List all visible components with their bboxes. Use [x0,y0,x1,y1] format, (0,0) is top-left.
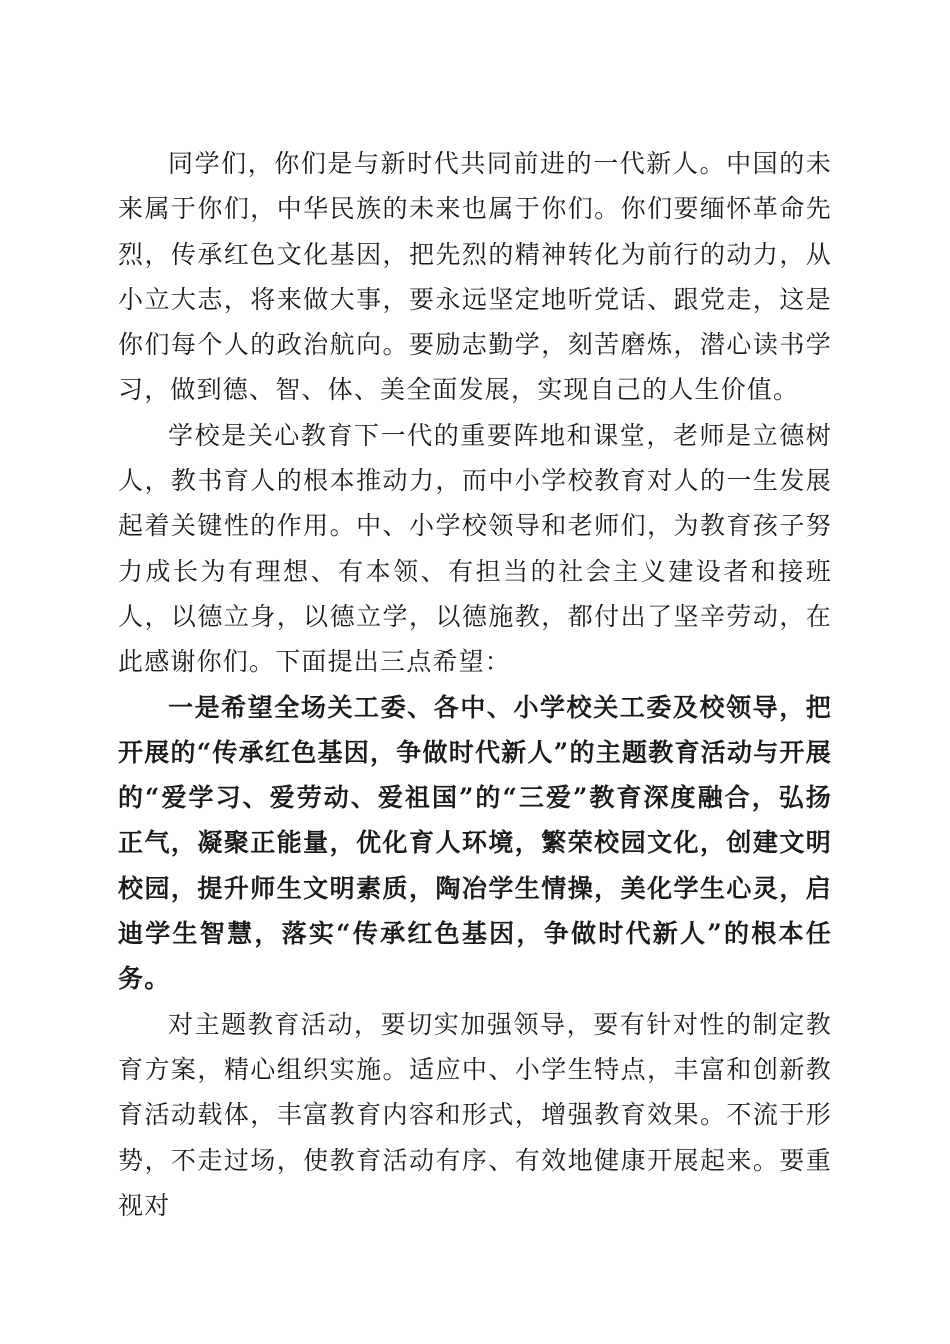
paragraph-students: 同学们，你们是与新时代共同前进的一代新人。中国的未来属于你们，中华民族的未来也属于你们。你们要缅怀革命先烈，传承红色文化基因，把先烈的精神转化为前行的动力，从小立大志，将来做大事，要永远坚定地听党话、跟党走，这是你们每个人的政治航向。要励志勤学，刻苦磨炼，潜心读书学习，做到德、智、体、美全面发展，实现自己的人生价值。 [118,149,832,405]
paragraph-schools: 学校是关心教育下一代的重要阵地和课堂，老师是立德树人，教书育人的根本推动力，而中小学校教育对人的一生发展起着关键性的作用。中、小学校领导和老师们，为教育孩子努力成长为有理想、有本领、有担当的社会主义建设者和接班人，以德立身，以德立学，以德施教，都付出了坚辛劳动，在此感谢你们。下面提出三点希望： [118,420,832,677]
document-body [118,141,832,1228]
paragraph-hope-one: 一是希望全场关工委、各中、小学校关工委及校领导，把开展的“传承红色基因，争做时代新人”的主题教育活动与开展的“爱学习、爱劳动、爱祖国”的“三爱”教育深度融合，弘扬正气，凝聚正能量，优化育人环境，繁荣校园文化，创建文明校园，提升师生文明素质，陶冶学生情操，美化学生心灵，启迪学生智慧，落实“传承红色基因，争做时代新人”的根本任务。 [118,692,832,994]
paragraph-theme-education: 对主题教育活动，要切实加强领导，要有针对性的制定教育方案，精心组织实施。适应中、小学生特点，丰富和创新教育活动载体，丰富教育内容和形式，增强教育效果。不流于形势，不走过场，使教育活动有序、有效地健康开展起来。要重视对 [118,1009,832,1220]
